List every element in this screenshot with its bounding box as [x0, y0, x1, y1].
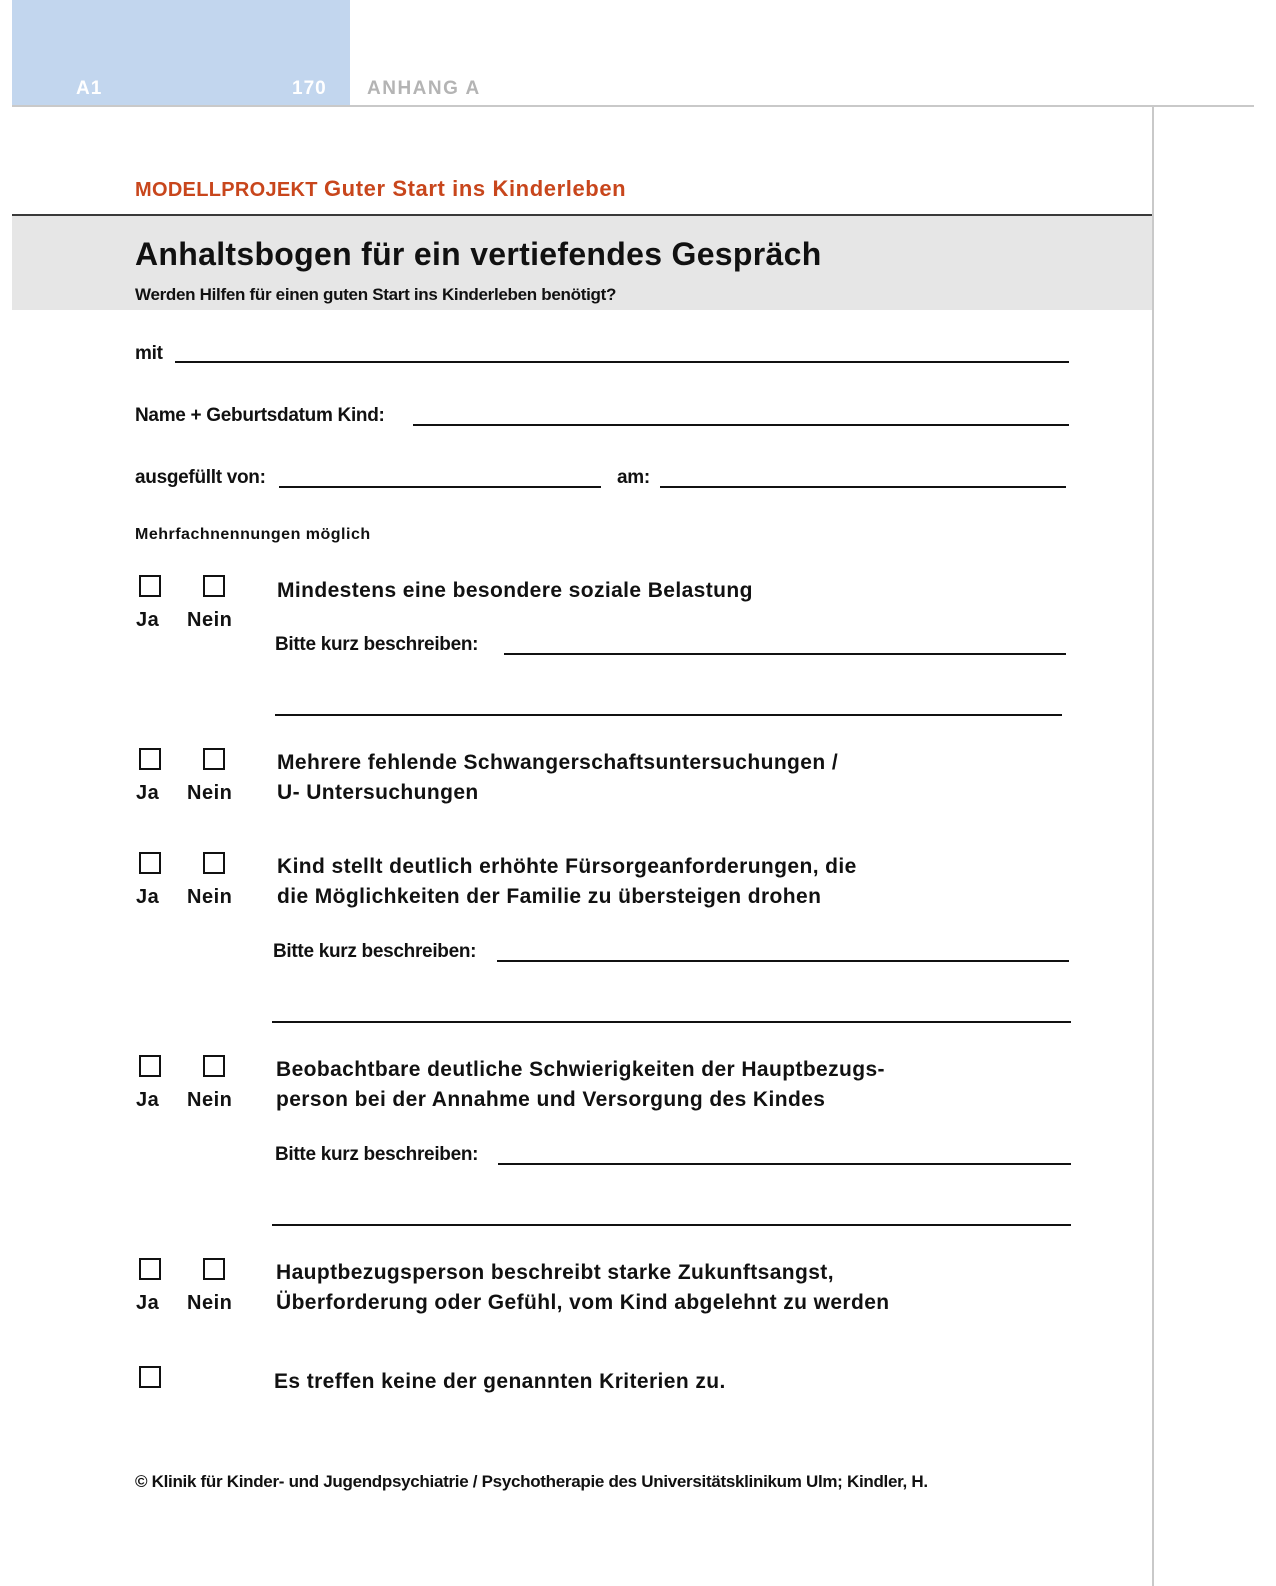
field-ausgefuellt-label: ausgefüllt von: [135, 467, 266, 488]
criterion-5-line-1: Hauptbezugsperson beschreibt starke Zukunftsangst, [276, 1261, 834, 1284]
criterion-1-line-1: Mindestens eine besondere soziale Belastung [277, 579, 753, 602]
criterion-1-ja-checkbox[interactable] [139, 575, 161, 597]
form-subtitle: Werden Hilfen für einen guten Start ins Kinderleben benötigt? [135, 285, 617, 304]
field-ausgefuellt-line[interactable] [279, 486, 601, 488]
criterion-2-nein-label: Nein [187, 782, 233, 804]
field-am-label: am: [617, 467, 650, 488]
project-prefix: MODELLPROJEKT [135, 179, 318, 201]
field-name-kind-label: Name + Geburtsdatum Kind: [135, 405, 385, 426]
criterion-2-ja-label: Ja [136, 782, 160, 804]
field-am-line[interactable] [660, 486, 1066, 488]
criterion-5-text [276, 1258, 890, 1318]
criterion-3-line-1: Kind stellt deutlich erhöhte Fürsorgeanforderungen, die [277, 855, 857, 878]
criterion-5-ja-label: Ja [136, 1292, 160, 1314]
criterion-3-nein-label: Nein [187, 886, 233, 908]
chapter-label: A1 [76, 78, 103, 99]
criterion-3-describe-label: Bitte kurz beschreiben: [273, 941, 477, 962]
criterion-1-text [277, 576, 753, 606]
criterion-4-describe-line-1[interactable] [498, 1163, 1071, 1165]
criterion-2-text [277, 748, 838, 808]
copyright-footer: © Klinik für Kinder- und Jugendpsychiatrie / Psychotherapie des Universitätsklinikum Ulm; Kindler, H. [135, 1472, 928, 1491]
criterion-1-describe-line-2[interactable] [275, 714, 1062, 716]
field-mit-line[interactable] [175, 361, 1069, 363]
criterion-2-line-1: Mehrere fehlende Schwangerschaftsuntersuchungen / [277, 751, 839, 774]
criterion-2-line-2: U- Untersuchungen [277, 781, 479, 804]
criterion-4-nein-checkbox[interactable] [203, 1055, 225, 1077]
none-applies-checkbox[interactable] [139, 1366, 161, 1388]
criterion-3-text [277, 852, 857, 912]
criterion-1-ja-label: Ja [136, 609, 160, 631]
criterion-4-describe-label: Bitte kurz beschreiben: [275, 1144, 479, 1165]
project-heading [135, 176, 626, 202]
multi-note: Mehrfachnennungen möglich [135, 526, 371, 543]
criterion-4-line-2: person bei der Annahme und Versorgung des Kindes [276, 1088, 826, 1111]
margin-rule [1152, 106, 1154, 1586]
criterion-5-ja-checkbox[interactable] [139, 1258, 161, 1280]
criterion-5-nein-checkbox[interactable] [203, 1258, 225, 1280]
criterion-2-nein-checkbox[interactable] [203, 748, 225, 770]
criterion-4-ja-label: Ja [136, 1089, 160, 1111]
criterion-4-text [276, 1055, 885, 1115]
criterion-4-ja-checkbox[interactable] [139, 1055, 161, 1077]
section-label: ANHANG A [367, 78, 481, 99]
criterion-3-describe-line-1[interactable] [497, 960, 1069, 962]
form-title: Anhaltsbogen für ein vertiefendes Gespräch [135, 236, 822, 272]
none-applies-text: Es treffen keine der genannten Kriterien zu. [274, 1370, 726, 1393]
criterion-3-describe-line-2[interactable] [272, 1021, 1071, 1023]
criterion-1-describe-line-1[interactable] [504, 653, 1066, 655]
criterion-3-ja-checkbox[interactable] [139, 852, 161, 874]
field-name-kind-line[interactable] [413, 424, 1069, 426]
field-mit-label: mit [135, 343, 163, 364]
criterion-1-nein-checkbox[interactable] [203, 575, 225, 597]
criterion-3-ja-label: Ja [136, 886, 160, 908]
criterion-5-line-2: Überforderung oder Gefühl, vom Kind abgelehnt zu werden [276, 1291, 890, 1314]
criterion-5-nein-label: Nein [187, 1292, 233, 1314]
criterion-1-describe-label: Bitte kurz beschreiben: [275, 634, 479, 655]
criterion-3-nein-checkbox[interactable] [203, 852, 225, 874]
criterion-4-describe-line-2[interactable] [272, 1224, 1071, 1226]
criterion-4-line-1: Beobachtbare deutliche Schwierigkeiten der Hauptbezugs- [276, 1058, 885, 1081]
criterion-4-nein-label: Nein [187, 1089, 233, 1111]
page-number: 170 [292, 78, 327, 99]
project-name: Guter Start ins Kinderleben [323, 176, 627, 201]
criterion-1-nein-label: Nein [187, 609, 233, 631]
criterion-3-line-2: die Möglichkeiten der Familie zu übersteigen drohen [277, 885, 822, 908]
criterion-2-ja-checkbox[interactable] [139, 748, 161, 770]
header-rule [12, 105, 1254, 107]
